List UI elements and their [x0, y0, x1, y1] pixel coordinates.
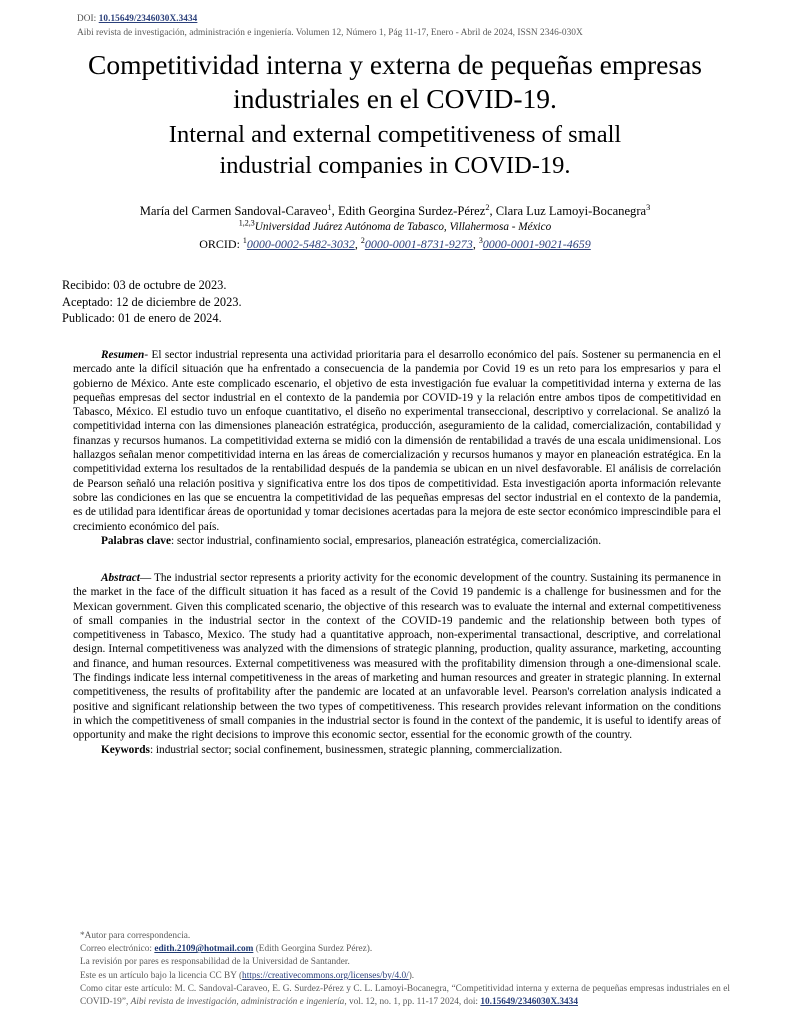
abstract-keywords-label: Keywords: [101, 743, 150, 756]
abstract-body: The industrial sector represents a priority activity for the economic development of the country. Sustaining its permanence in the market in the face of the difficult situation it has faced as a result of the Covid 19 pandemic is a challenge for businessmen and for the Mexican government. Given this complicated scenario, the objective of this research was to evaluate the internal and external competitiveness of small companies in the industrial sector in the context of the COVID-19 pandemic and the relationship between both types of competitiveness in Tabasco, Mexico. The study had a quantitative approach, non-experimental transactional, descriptive, and correlational design. Internal competitiveness was analyzed with the dimensions of strategic planning, production, quality assurance, marketing, accounting and finance, and human resources. External competitiveness was measured with the profitability dimension through a one-dimensional scale. The findings indicate less internal competitiveness in the areas of marketing and human resources and greater in strategic planning. In external competitiveness, the results of profitability after the pandemic are located at an unfavorable level. Pearson's correlation analysis indicated a positive and significant relationship between the two types of competitiveness. This research provides relevant information on the conditions in which the competitiveness of small companies in the industrial sector is found in the context of the pandemic, it is useful to identify areas of opportunity and make the right decisions to improve this economic sector, essential for the economic growth of the country.: [73, 572, 721, 742]
title-spanish-line-1: Competitividad interna y externa de pequeñas empresas: [88, 49, 702, 80]
page-title-english: [45, 119, 745, 181]
resumen-label: Resumen: [101, 349, 145, 361]
footer-email-suffix: (Edith Georgina Surdez Pérez).: [253, 944, 373, 955]
authors-block: [45, 203, 745, 253]
author-name-1: María del Carmen Sandoval-Caraveo: [139, 204, 328, 218]
orcid-separator-2: ,: [472, 237, 479, 251]
date-received: Recibido: 03 de octubre de 2023.: [62, 278, 227, 292]
page-footer: [80, 930, 730, 1009]
footer-citation-doi-link[interactable]: 10.15649/2346030X.3434: [480, 997, 578, 1008]
author-sup-1: 1: [327, 202, 332, 212]
footer-email-link[interactable]: edith.2109@hotmail.com: [154, 944, 254, 955]
footer-citation-journal: Aibi revista de investigación, administración e ingeniería: [130, 997, 345, 1008]
publication-dates: [62, 277, 242, 327]
footer-citation-middle: , vol. 12, no. 1, pp. 11-17 2024, doi:: [344, 997, 481, 1008]
orcid-link-1[interactable]: 0000-0002-5482-3032: [246, 237, 355, 251]
resumen-keywords: [73, 534, 721, 548]
orcid-line: [45, 236, 745, 253]
masthead: [77, 12, 737, 40]
abstract-keywords-separator: :: [149, 743, 156, 756]
abstract-paragraph: [73, 571, 721, 743]
author-separator-2: ,: [489, 204, 496, 218]
author-name-2: Edith Georgina Surdez-Pérez: [337, 204, 486, 218]
journal-citation-line: Aibi revista de investigación, administración e ingeniería. Volumen 12, Número 1, Pág 11-17, Enero - Abril de 2024, ISSN 2346-030X: [77, 28, 583, 38]
resumen-section: [73, 348, 721, 548]
abstract-dash: —: [139, 572, 154, 584]
resumen-paragraph: [73, 348, 721, 534]
title-english-line-2: industrial companies in COVID-19.: [219, 152, 571, 179]
author-affiliation: [45, 220, 745, 235]
date-accepted: Aceptado: 12 de diciembre de 2023.: [62, 294, 242, 309]
abstract-keywords-list: industrial sector; social confinement, businessmen, strategic planning, commercialization.: [155, 743, 563, 756]
footer-peer-review: La revisión por pares es responsabilidad de la Universidad de Santander.: [80, 957, 350, 968]
orcid-sup-2: 2: [360, 236, 365, 245]
title-english-line-1: Internal and external competitiveness of small: [168, 121, 622, 148]
orcid-link-2[interactable]: 0000-0001-8731-9273: [364, 237, 473, 251]
abstract-label: Abstract: [101, 572, 140, 584]
affiliation-text: Universidad Juárez Autónoma de Tabasco, Villahermosa - México: [254, 221, 552, 233]
author-separator-1: ,: [331, 204, 338, 218]
affiliation-sup: 1,2,3: [238, 218, 255, 228]
orcid-separator-1: ,: [354, 237, 361, 251]
footer-email-line: [80, 943, 730, 956]
doi-label: DOI:: [77, 13, 97, 23]
resumen-keywords-separator: :: [170, 534, 177, 547]
author-names: [45, 203, 745, 220]
footer-license-suffix: ).: [408, 970, 415, 981]
author-sup-2: 2: [485, 202, 490, 212]
orcid-link-3[interactable]: 0000-0001-9021-4659: [482, 237, 591, 251]
footer-corresponding-author: *Autor para correspondencia.: [80, 931, 191, 941]
title-spanish-line-2: industriales en el COVID-19.: [233, 83, 557, 114]
author-name-3: Clara Luz Lamoyi-Bocanegra: [495, 204, 647, 218]
footer-license-prefix: Este es un artículo bajo la licencia CC BY (: [80, 970, 243, 981]
footer-license-link[interactable]: https://creativecommons.org/licenses/by/4.0/: [242, 970, 409, 981]
resumen-keywords-label: Palabras clave: [101, 534, 171, 547]
resumen-body: El sector industrial representa una actividad prioritaria para el desarrollo económico del país. Sostener su permanencia en el mercado ante la difícil situación que ha enfrentado a consecuencia de la pandemia por Covid 19 es un reto para los empresarios y para el gobierno de México. Ante este complicado escenario, el objetivo de esta investigación fue evaluar la competitividad interna y externa de las pequeñas empresas del sector industrial en el contexto de la pandemia por COVID-19 y la relación entre ambos tipos de competitividad en Tabasco, México. El estudio tuvo un enfoque cuantitativo, el diseño no experimental transeccional, descriptivo y correlacional. Se analizó la competitividad interna con las dimensiones planeación estratégica, producción, aseguramiento de la calidad, comercialización, contabilidad y finanzas y recursos humanos. La competitividad externa se midió con la dimensión de rentabilidad a través de una escala unidimensional. Los hallazgos señalan menor competitividad interna en las áreas de comercialización y recursos humanos y mayor en planeación estratégica. En la competitividad externa los resultados de la rentabilidad después de la pandemia se ubican en un nivel desfavorable. El análisis de correlación de Pearson señaló una relación positiva y significativa entre los dos tipos de competitividad. Esta investigación aporta información relevante sobre las condiciones en las que se encuentra la competitividad de las pequeñas empresas del sector industrial en el contexto de la pandemia, es de utilidad para identificar áreas de oportunidad y tomar decisiones acertadas para la mejora de este sector económico imprescindible para el crecimiento económico del país.: [73, 349, 721, 533]
page-title-spanish: [45, 48, 745, 116]
resumen-keywords-list: sector industrial, confinamiento social, empresarios, planeación estratégica, comercialización.: [176, 534, 602, 547]
orcid-label: ORCID:: [199, 237, 243, 251]
orcid-sup-1: 1: [242, 236, 247, 245]
date-published: Publicado: 01 de enero de 2024.: [62, 311, 222, 325]
doi-link[interactable]: 10.15649/2346030X.3434: [98, 13, 198, 23]
title-block: [45, 48, 745, 181]
abstract-keywords: [73, 743, 721, 757]
footer-email-label: Correo electrónico:: [80, 944, 155, 955]
footer-citation-line: [80, 983, 730, 1009]
author-sup-3: 3: [646, 202, 651, 212]
footer-citation-prefix: Como citar este artículo: M. C. Sandoval-Caraveo, E. G. Surdez-Pérez y C. L. Lamoyi-Bocanegra, “Competitividad interna y externa de pequeñas empresas industriales en el COVID-19”,: [80, 983, 730, 1008]
abstract-section: [73, 571, 721, 757]
resumen-dash: -: [144, 349, 152, 361]
orcid-sup-3: 3: [478, 236, 483, 245]
footer-license-line: [80, 970, 730, 983]
doi-line: [77, 12, 737, 25]
